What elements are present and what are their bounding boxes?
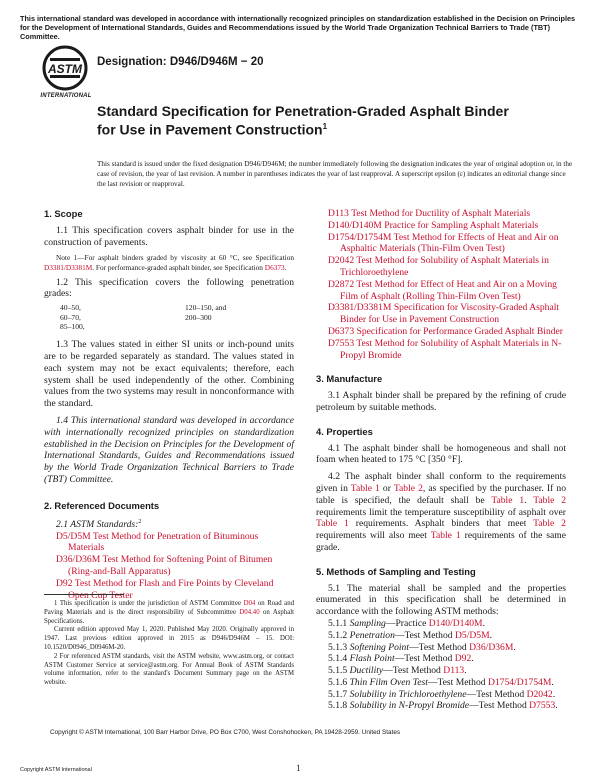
ref-item: D92 Test Method for Flash and Fire Points by Cleveland Open Cup Tester (56, 577, 274, 601)
ref-item: D2872 Test Method for Effect of Heat and Air on a Moving Film of Asphalt (Rolling Thin-Film Oven Test) (328, 278, 557, 302)
grade-item: 40–50, (60, 303, 81, 313)
copyright-small: Copyright ASTM International (20, 767, 92, 773)
link-table1[interactable]: Table 1 (430, 530, 461, 542)
manufacture-3-1: 3.1 Asphalt binder shall be prepared by the refining of crude petroleum by suitable methods. (316, 390, 566, 413)
ref-item: D6373 Specification for Performance Graded Asphalt Binder (328, 325, 563, 337)
page-number: 1 (296, 763, 301, 773)
ref-item: D36/D36M Test Method for Softening Point of Bitumen (Ring-and-Ball Apparatus) (56, 554, 273, 577)
method-item: 5.1.3 Softening Point—Test Method D36/D36M. (328, 641, 516, 653)
scope-1-1: 1.1 This specification covers asphalt binder for use in the construction of pavements. (44, 224, 294, 248)
link-d0440[interactable]: D04.40 (239, 608, 260, 616)
scope-1-3: 1.3 The values stated in either SI units or inch-pound units are to be regarded separately as standard. The values stated in each system may not be exact equivalents; therefore, each system shall be used independently of the other. Combining values from the two systems may result in nonconformance with the standard. (44, 339, 294, 410)
link-table1[interactable]: Table 1 (491, 494, 525, 506)
ref-item: D5/D5M Test Method for Penetration of Bituminous Materials (56, 530, 259, 554)
note-1: Note 1—For asphalt binders graded by viscosity at 60 °C, see Specification D3381/D3381M. For performance-graded asphalt binder, see Specification D6373. (44, 253, 294, 272)
scope-1-4: 1.4 This international standard was developed in accordance with internationally recognized principles on standardization established in the Decision on Principles for the Development of International Standards, Guides and Recommendations issued by the World Trade Organization Technical Barriers to Trade (TBT) Committee. (44, 414, 294, 485)
method-item: 5.1.6 Thin Film Oven Test—Test Method D1754/D1754M. (328, 676, 554, 688)
left-column (44, 208, 294, 601)
section-sampling-heading: 5. Methods of Sampling and Testing (316, 565, 476, 577)
method-item: 5.1.8 Solubility in N-Propyl Bromide—Test Method D7553. (328, 700, 558, 712)
footnote-1: 1 This specification is under the jurisdiction of ASTM Committee D04 on Road and Paving Materials and is the direct responsibility of Subcommittee D04.40 on Asphalt Specifications. (44, 600, 294, 625)
link-table2[interactable]: Table 2 (393, 482, 423, 494)
properties-4-1: 4.1 The asphalt binder shall be homogeneous and shall not foam when heated to 175 °C [350 °F]. (316, 442, 566, 466)
astm-logo-icon (40, 44, 90, 96)
properties-4-2: 4.2 The asphalt binder shall conform to the requirements given in Table 1 or Table 2, as specified by the purchaser. If no table is specified, the default shall be Table 1. Table 2 requirements limit the temperature susceptibility of asphalt over Table 1 requirements. Asphalt binders that meet Table 2 requirements will also meet Table 1 requirements of the same grade. (316, 471, 567, 553)
grade-item: 85–100, (60, 321, 85, 331)
section-scope-heading: 1. Scope (44, 208, 83, 219)
link-d04[interactable]: D04 (243, 600, 256, 607)
section-refs-heading: 2. Referenced Documents (44, 499, 160, 511)
footnote-1-edition: Current edition approved May 1, 2020. Published May 2020. Originally approved in 1947. Last previous edition approved in 2015 as D946/D946M – 15. DOI: 10.1520/D0946_D0946M-20. (44, 626, 294, 651)
grade-item: 120–150, and (185, 303, 227, 313)
ref-item: D113 Test Method for Ductility of Asphalt Materials (328, 208, 531, 219)
page-title (97, 103, 517, 138)
designation: Designation: D946/D946M − 20 (97, 56, 264, 68)
link-table2[interactable]: Table 2 (533, 518, 566, 530)
method-item: 5.1.1 Sampling—Practice D140/D140M. (328, 617, 485, 629)
link-table1[interactable]: Table 1 (350, 482, 380, 494)
method-item: 5.1.7 Solubility in Trichloroethylene—Test Method D2042. (328, 688, 556, 700)
section-properties-heading: 4. Properties (316, 425, 373, 437)
ref-item: D2042 Test Method for Solubility of Asphalt Materials in Trichloroethylene (328, 255, 549, 278)
refs-subheading: 2.1 ASTM Standards:$^2$ (56, 518, 142, 530)
grade-item: 60–70, (60, 312, 81, 322)
refs-right-list (316, 208, 566, 361)
method-item: 5.1.5 Ductility—Test Method D113. (328, 665, 467, 677)
svg-text:ASTM: ASTM (48, 62, 82, 76)
grade-item: 200–300 (185, 312, 212, 322)
ref-item: D7553 Test Method for Solubility of Asphalt Materials in N-Propyl Bromide (328, 337, 562, 361)
refs-left-list (44, 531, 294, 602)
right-column (316, 208, 566, 712)
link-table1[interactable]: Table 1 (316, 518, 349, 530)
ref-item: D3381/D3381M Specification for Viscosity-Graded Asphalt Binder for Use in Pavement Construction (328, 302, 560, 326)
sampling-methods-list (316, 618, 566, 712)
scope-1-2: 1.2 This specification covers the following penetration grades: (44, 276, 294, 300)
grades-list (44, 303, 294, 337)
link-d3381[interactable]: D3381/D3381M (44, 262, 93, 272)
title-footnote-marker: 1 (322, 122, 328, 131)
ref-item: D1754/D1754M Test Method for Effects of Heat and Air on Asphaltic Materials (Thin-Film Oven Test) (328, 231, 559, 255)
intro-paragraph: This standard is issued under the fixed designation D946/D946M; the number immediately following the designation indicates the year of original adoption or, in the case of revision, the year of last revision. A number in parentheses indicates the year of last reapproval. A superscript epsilon (ε) indicates an editorial change since the last revision or reapproval. (97, 160, 573, 189)
link-table2[interactable]: Table 2 (533, 494, 567, 506)
link-d6373[interactable]: D6373 (264, 262, 285, 272)
footnote-divider (44, 594, 124, 595)
ref-item: D140/D140M Practice for Sampling Asphalt Materials (328, 219, 539, 231)
method-item: 5.1.2 Penetration—Test Method D5/D5M. (328, 629, 493, 641)
footnote-2: 2 For referenced ASTM standards, visit the ASTM website, www.astm.org, or contact ASTM Customer Service at service@astm.org. For Annual Book of ASTM Standards volume information, refer to the standard's Document Summary page on the ASTM website. (44, 652, 294, 687)
logo-caption: INTERNATIONAL (40, 93, 92, 99)
copyright-notice: Copyright © ASTM International, 100 Barr Harbor Drive, PO Box C700, West Conshohocken, PA 19428-2959. United States (50, 729, 401, 736)
section-manufacture-heading: 3. Manufacture (316, 373, 383, 385)
sampling-5-1: 5.1 The material shall be sampled and the properties enumerated in this specification shall be determined in accordance with the following ASTM methods: (316, 582, 566, 618)
notice-banner: This international standard was developed in accordance with internationally recognized principles on standardization established in the Decision on Principles for the Development of International Standards, Guides and Recommendations issued by the World Trade Organization Technical Barriers to Trade (TBT) Committee. (20, 14, 576, 41)
title-text: Standard Specification for Penetration-Graded Asphalt Binder for Use in Pavement Construction (97, 103, 509, 138)
footnotes (44, 600, 294, 688)
method-item: 5.1.4 Flash Point—Test Method D92. (328, 653, 474, 665)
